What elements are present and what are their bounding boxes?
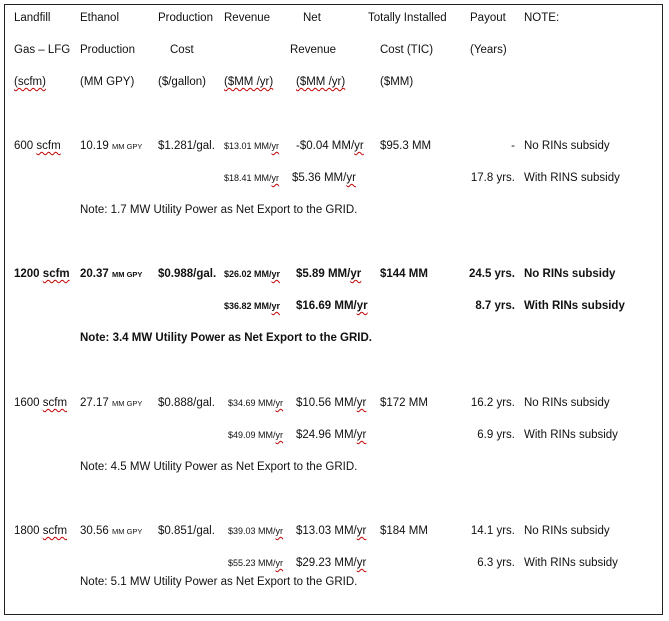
revenue-cell: $49.09 MM/yr (228, 430, 284, 440)
header-net-revenue: Revenue (290, 44, 337, 56)
revenue-cell: $36.82 MM/yr (224, 301, 281, 311)
tic-cell: $172 MM (380, 397, 428, 409)
ethanol-cell: 10.19 MM GPY (80, 140, 143, 152)
landfill-cell: 1600 scfm (14, 397, 68, 409)
landfill-cell: 600 scfm (14, 140, 61, 152)
header-cost: Production (158, 12, 213, 24)
note-cell: No RINs subsidy (524, 140, 610, 152)
header-ethanol: Ethanol (80, 12, 120, 24)
ethanol-cell: 20.37 MM GPY (80, 268, 143, 280)
payout-cell: - (511, 140, 515, 152)
revenue-cell: $18.41 MM/yr (224, 173, 280, 183)
tic-cell: $184 MM (380, 525, 428, 537)
note-cell: No RINs subsidy (524, 397, 610, 409)
net-revenue-cell: $16.69 MM/yr (296, 300, 368, 312)
payout-cell: 8.7 yrs. (475, 300, 515, 312)
revenue-cell: $39.03 MM/yr (228, 526, 284, 536)
payout-cell: 17.8 yrs. (470, 172, 515, 184)
header-landfill: (scfm) (14, 76, 46, 88)
net-revenue-cell: -$0.04 MM/yr (296, 140, 364, 152)
revenue-cell: $55.23 MM/yr (228, 558, 284, 568)
payout-cell: 14.1 yrs. (470, 525, 515, 537)
header-net-revenue: ($MM /yr) (296, 76, 346, 88)
header-landfill: Gas – LFG (14, 44, 71, 56)
payout-cell: 6.9 yrs. (477, 429, 515, 441)
header-revenue: Revenue (224, 12, 271, 24)
net-revenue-cell: $10.56 MM/yr (296, 397, 367, 409)
ethanol-cell: 27.17 MM GPY (80, 397, 143, 409)
header-tic: Cost (TIC) (380, 44, 434, 56)
revenue-cell: $13.01 MM/yr (224, 141, 280, 151)
row-footnote: Note: 3.4 MW Utility Power as Net Export to the GRID. (80, 332, 373, 344)
payout-cell: 24.5 yrs. (468, 268, 515, 280)
net-revenue-cell: $13.03 MM/yr (296, 525, 367, 537)
note-cell: No RINs subsidy (524, 525, 610, 537)
ethanol-cell: 30.56 MM GPY (80, 525, 143, 537)
cost-cell: $0.888/gal. (158, 397, 215, 409)
note-cell: With RINs subsidy (524, 300, 625, 312)
revenue-cell: $26.02 MM/yr (224, 269, 281, 279)
row-footnote: Note: 1.7 MW Utility Power as Net Export to the GRID. (80, 204, 358, 216)
revenue-cell: $34.69 MM/yr (228, 398, 284, 408)
header-ethanol: Production (80, 44, 135, 56)
landfill-cell: 1800 scfm (14, 525, 68, 537)
net-revenue-cell: $5.36 MM/yr (292, 172, 356, 184)
header-note: NOTE: (524, 12, 560, 24)
net-revenue-cell: $5.89 MM/yr (296, 268, 362, 280)
cost-cell: $0.988/gal. (158, 268, 217, 280)
header-tic: ($MM) (380, 76, 414, 88)
note-cell: With RINs subsidy (524, 557, 618, 569)
payout-cell: 16.2 yrs. (470, 397, 515, 409)
header-net-revenue: Net (303, 12, 321, 24)
tic-cell: $144 MM (380, 268, 428, 280)
header-tic: Totally Installed (368, 12, 447, 24)
cost-cell: $1.281/gal. (158, 140, 215, 152)
row-footnote: Note: 5.1 MW Utility Power as Net Export to the GRID. (80, 576, 358, 588)
header-landfill: Landfill (14, 12, 51, 24)
cost-cell: $0.851/gal. (158, 525, 215, 537)
tic-cell: $95.3 MM (380, 140, 432, 152)
net-revenue-cell: $29.23 MM/yr (296, 557, 367, 569)
note-cell: No RINs subsidy (524, 268, 616, 280)
landfill-cell: 1200 scfm (14, 268, 70, 280)
payout-cell: 6.3 yrs. (477, 557, 515, 569)
note-cell: With RINS subsidy (524, 172, 620, 184)
header-payout: (Years) (470, 44, 507, 56)
header-payout: Payout (470, 12, 506, 24)
header-ethanol: (MM GPY) (80, 76, 135, 88)
header-revenue: ($MM /yr) (224, 76, 274, 88)
note-cell: With RINs subsidy (524, 429, 618, 441)
net-revenue-cell: $24.96 MM/yr (296, 429, 367, 441)
header-cost: ($/gallon) (158, 76, 206, 88)
row-footnote: Note: 4.5 MW Utility Power as Net Export to the GRID. (80, 461, 358, 473)
header-cost: Cost (170, 44, 194, 56)
